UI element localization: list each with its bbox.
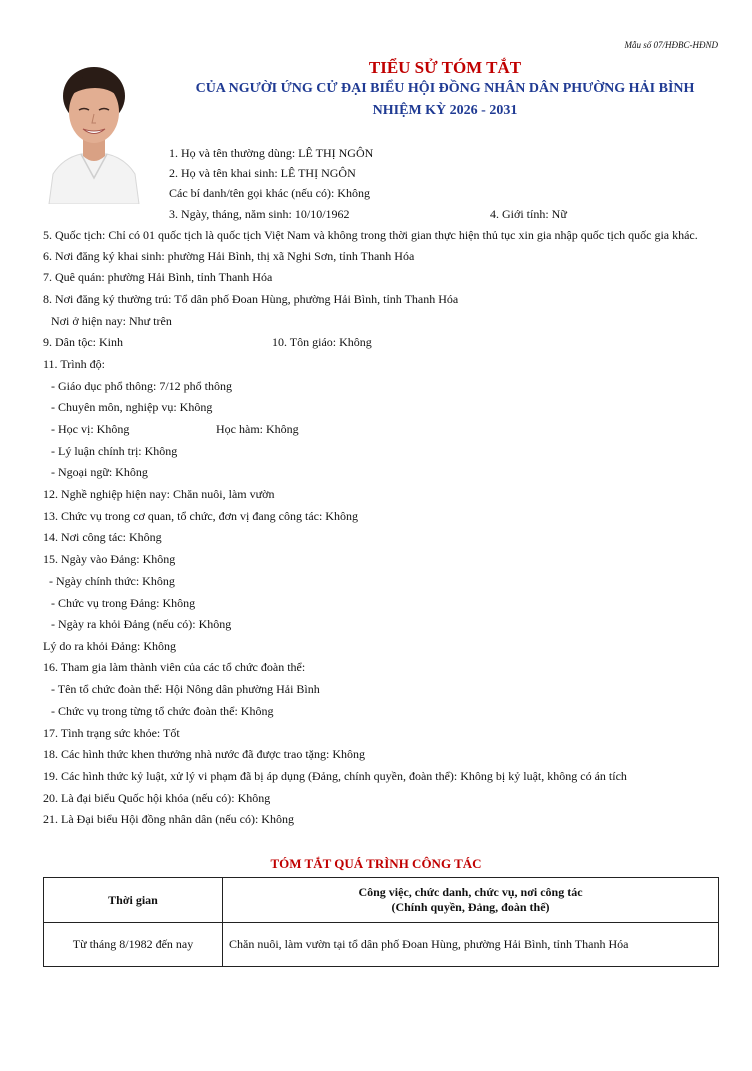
field-religion: 10. Tôn giáo: Không [272,335,372,349]
field-party-official-date: - Ngày chính thức: Không [49,574,175,588]
field-gender: 4. Giới tính: Nữ [490,207,567,221]
field-birth-registration: 6. Nơi đăng ký khai sinh: phường Hải Bình, thị xã Nghi Sơn, tỉnh Thanh Hóa [43,249,415,263]
field-permanent-residence: 8. Nơi đăng ký thường trú: Tổ dân phố Đoan Hùng, phường Hải Bình, tỉnh Thanh Hóa [43,292,459,306]
field-general-education: - Giáo dục phổ thông: 7/12 phổ thông [51,379,232,393]
candidate-photo [43,62,145,204]
field-national-assembly: 20. Là đại biểu Quốc hội khóa (nếu có): Không [43,791,271,805]
field-party-join-date: 15. Ngày vào Đảng: Không [43,552,176,566]
field-foreign-language: - Ngoại ngữ: Không [51,465,148,479]
document-subtitle: CỦA NGƯỜI ỨNG CỬ ĐẠI BIỂU HỘI ĐỒNG NHÂN DÂN PHƯỜNG HẢI BÌNH [195,81,695,96]
field-organization-position: - Chức vụ trong từng tổ chức đoàn thể: Không [51,704,274,718]
form-code: Mẫu số 07/HĐBC-HĐND [624,40,718,50]
work-history-title: TÓM TẮT QUÁ TRÌNH CÔNG TÁC [270,856,482,871]
field-position: 13. Chức vụ trong cơ quan, tổ chức, đơn vị đang công tác: Không [43,509,358,523]
field-organization-name: - Tên tổ chức đoàn thể: Hội Nông dân phường Hải Bình [51,682,320,696]
field-current-residence: Nơi ở hiện nay: Như trên [51,314,172,328]
field-aliases: Các bí danh/tên gọi khác (nếu có): Không [169,186,370,200]
field-discipline: 19. Các hình thức kỷ luật, xử lý vi phạm đã bị áp dụng (Đảng, chính quyền, đoàn thể): Không bị kỷ luật, không có án tích [43,769,627,783]
table-header-row [44,878,719,923]
field-party-leave-reason: Lý do ra khỏi Đảng: Không [43,639,176,653]
field-organizations-heading: 16. Tham gia làm thành viên của các tổ chức đoàn thể: [43,660,306,674]
field-hometown: 7. Quê quán: phường Hải Bình, tỉnh Thanh Hóa [43,270,273,284]
field-workplace: 14. Nơi công tác: Không [43,530,162,544]
field-party-leave-date: - Ngày ra khỏi Đảng (nếu có): Không [51,617,232,631]
field-nationality: 5. Quốc tịch: Chỉ có 01 quốc tịch là quốc tịch Việt Nam và không trong thời gian thực hiện thủ tục xin gia nhập quốc tịch quốc gia khác. [43,228,698,242]
field-ethnicity: 9. Dân tộc: Kinh [43,335,123,349]
field-political-theory: - Lý luận chính trị: Không [51,444,178,458]
table-row [44,923,719,967]
field-birth-name: 2. Họ và tên khai sinh: LÊ THỊ NGÔN [169,166,356,180]
field-occupation: 12. Nghề nghiệp hiện nay: Chăn nuôi, làm vườn [43,487,275,501]
field-health: 17. Tình trạng sức khỏe: Tốt [43,726,180,740]
work-history-table [43,877,719,967]
column-header-job [223,878,719,923]
field-academic-degree: - Học vị: Không [51,422,130,436]
cell-job: Chăn nuôi, làm vườn tại tổ dân phố Đoan Hùng, phường Hải Bình, tỉnh Thanh Hóa [223,923,719,967]
field-party-position: - Chức vụ trong Đảng: Không [51,596,196,610]
column-header-job-line2: (Chính quyền, Đảng, đoàn thể) [391,900,550,914]
cell-time: Từ tháng 8/1982 đến nay [44,923,223,967]
field-peoples-council: 21. Là Đại biểu Hội đồng nhân dân (nếu có): Không [43,812,294,826]
column-header-job-line1: Công việc, chức danh, chức vụ, nơi công tác [358,885,583,899]
field-professional-skill: - Chuyên môn, nghiệp vụ: Không [51,400,213,414]
field-common-name: 1. Họ và tên thường dùng: LÊ THỊ NGÔN [169,146,374,160]
document-title: TIỂU SỬ TÓM TẮT [368,58,522,77]
field-academic-title: Học hàm: Không [216,422,299,436]
column-header-time: Thời gian [44,878,223,923]
document-term: NHIỆM KỲ 2026 - 2031 [372,103,518,118]
field-awards: 18. Các hình thức khen thưởng nhà nước đã được trao tặng: Không [43,747,365,761]
field-education-heading: 11. Trình độ: [43,357,105,371]
field-date-of-birth: 3. Ngày, tháng, năm sinh: 10/10/1962 [169,207,350,221]
